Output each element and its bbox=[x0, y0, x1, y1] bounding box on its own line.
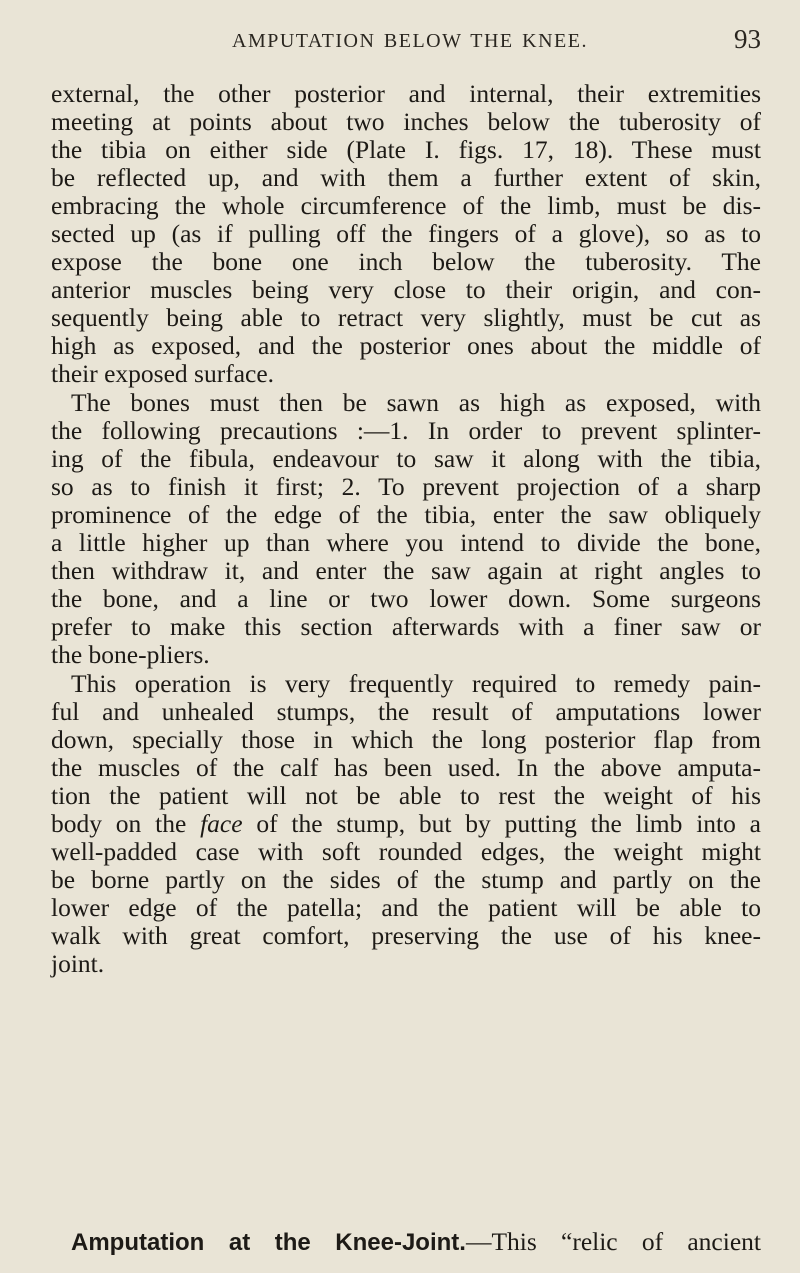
text-line: expose the bone one inch below the tuberosity. The bbox=[51, 247, 761, 276]
text-line: well-padded case with soft rounded edges, the weight might bbox=[51, 837, 761, 866]
text-run: of the stump, but by putting the limb into a bbox=[242, 809, 761, 838]
text-line: joint. bbox=[51, 949, 105, 978]
text-line: This operation is very frequently required to remedy pain- bbox=[71, 669, 761, 698]
text-line-with-italic bbox=[51, 810, 761, 838]
text-line: lower edge of the patella; and the patient will be able to bbox=[51, 893, 761, 922]
text-line: external, the other posterior and internal, their extremities bbox=[51, 79, 761, 108]
section-heading-continuation: —This “relic of ancient bbox=[465, 1227, 761, 1256]
text-line: sequently being able to retract very slightly, must be cut as bbox=[51, 303, 761, 332]
text-line: the bone-pliers. bbox=[51, 640, 210, 669]
text-line: The bones must then be sawn as high as exposed, with bbox=[71, 388, 761, 417]
running-head bbox=[0, 24, 800, 70]
text-line: the muscles of the calf has been used. In the above amputa- bbox=[51, 753, 761, 782]
text-line: be reflected up, and with them a further extent of skin, bbox=[51, 163, 761, 192]
section-heading bbox=[71, 1228, 761, 1257]
text-line: the bone, and a line or two lower down. Some surgeons bbox=[51, 584, 761, 613]
text-line: high as exposed, and the posterior ones about the middle of bbox=[51, 331, 761, 360]
text-line: then withdraw it, and enter the saw again at right angles to bbox=[51, 556, 761, 585]
text-run: body on the bbox=[51, 809, 201, 838]
text-line: anterior muscles being very close to their origin, and con- bbox=[51, 275, 761, 304]
page-number: 93 bbox=[734, 24, 761, 54]
section-heading-title: Amputation at the Knee-Joint. bbox=[71, 1229, 466, 1256]
text-line: tion the patient will not be able to rest the weight of his bbox=[51, 781, 761, 810]
text-line: down, specially those in which the long posterior flap from bbox=[51, 725, 761, 754]
text-line: so as to finish it first; 2. To prevent projection of a sharp bbox=[51, 472, 761, 501]
text-line: meeting at points about two inches below the tuberosity of bbox=[51, 107, 761, 136]
text-line: ful and unhealed stumps, the result of amputations lower bbox=[51, 697, 761, 726]
text-line: the following precautions :—1. In order to prevent splinter- bbox=[51, 416, 761, 445]
text-line: embracing the whole circumference of the limb, must be dis- bbox=[51, 191, 761, 220]
text-line: prefer to make this section afterwards with a finer saw or bbox=[51, 612, 761, 641]
text-line: sected up (as if pulling off the fingers of a glove), so as to bbox=[51, 219, 761, 248]
text-line: the tibia on either side (Plate I. figs. 17, 18). These must bbox=[51, 135, 761, 164]
italic-word: face bbox=[200, 809, 243, 838]
text-line: their exposed surface. bbox=[51, 359, 275, 388]
text-line: a little higher up than where you intend to divide the bone, bbox=[51, 528, 761, 557]
running-head-title: AMPUTATION BELOW THE KNEE. bbox=[232, 30, 588, 52]
text-line: be borne partly on the sides of the stump and partly on the bbox=[51, 865, 761, 894]
text-line: walk with great comfort, preserving the use of his knee- bbox=[51, 921, 761, 950]
text-line: ing of the fibula, endeavour to saw it along with the tibia, bbox=[51, 444, 761, 473]
text-line: prominence of the edge of the tibia, enter the saw obliquely bbox=[51, 500, 761, 529]
